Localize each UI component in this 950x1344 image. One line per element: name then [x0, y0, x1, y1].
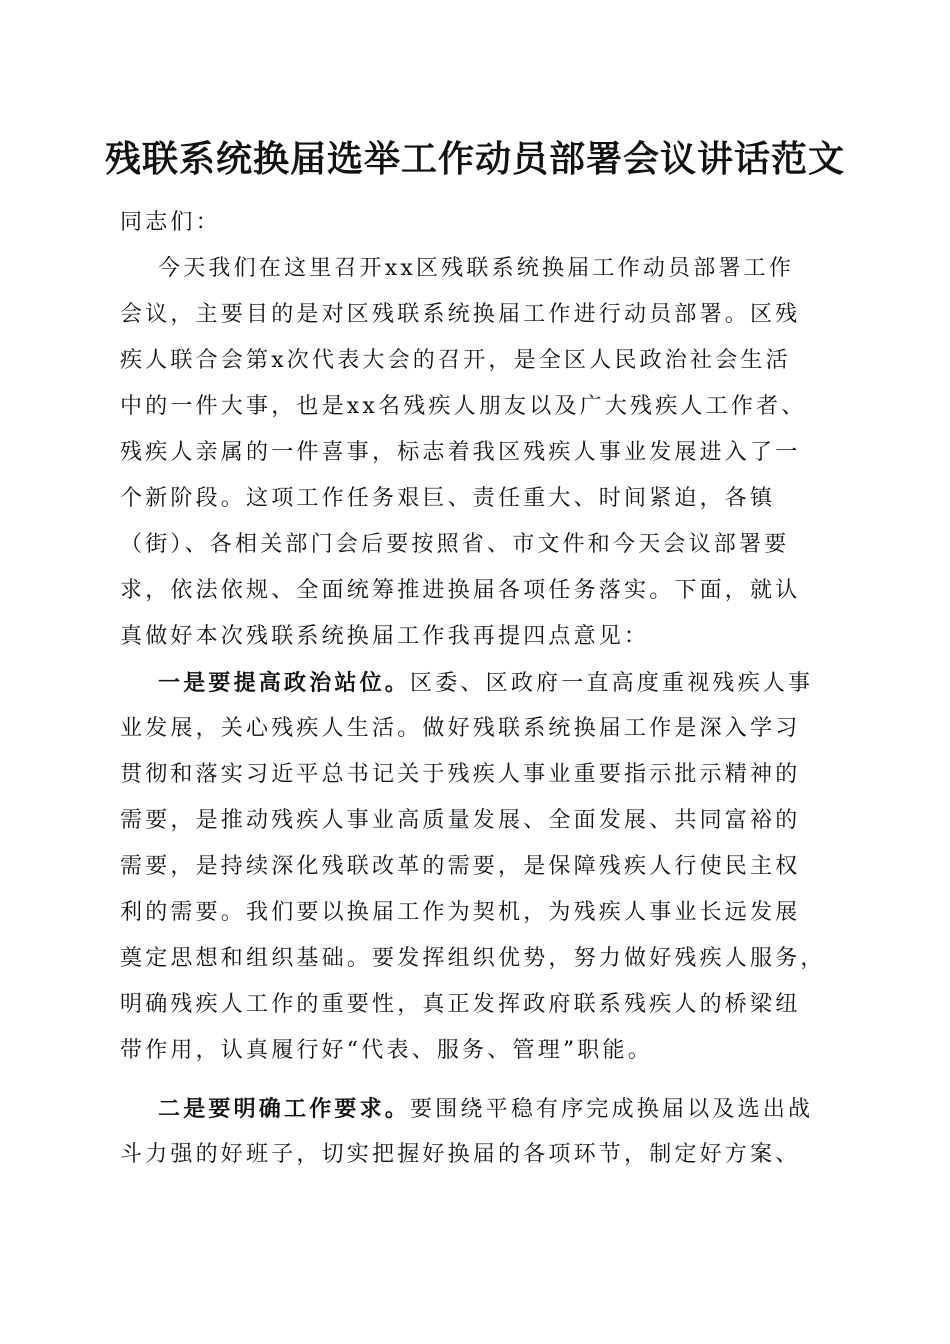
- paragraph-line: 今天我们在这里召开xx区残联系统换届工作动员部署工作: [158, 256, 795, 281]
- point-two-text: 要围绕平稳有序完成换届以及选出战: [410, 1097, 814, 1122]
- paragraph-line: 残疾人亲属的一件喜事，标志着我区残疾人事业发展进入了一: [120, 440, 801, 465]
- salutation: 同志们：: [120, 210, 221, 235]
- document-body: [120, 200, 840, 1178]
- paragraph-line: 利的需要。我们要以换届工作为契机，为残疾人事业长远发展: [120, 900, 801, 925]
- paragraph-line: 明确残疾人工作的重要性，真正发挥政府联系残疾人的桥梁纽: [120, 992, 801, 1017]
- paragraph-line: 个新阶段。这项工作任务艰巨、责任重大、时间紧迫，各镇: [120, 486, 776, 511]
- paragraph-line: 疾人联合会第x次代表大会的召开，是全区人民政治社会生活: [120, 348, 791, 373]
- paragraph-line: 带作用，认真履行好“代表、服务、管理”职能。: [120, 1038, 653, 1063]
- point-one-heading: 一是要提高政治站位。: [158, 670, 411, 696]
- paragraph-spacer: [120, 1074, 840, 1086]
- paragraph-line: 求，依法依规、全面统筹推进换届各项任务落实。下面，就认: [120, 578, 801, 603]
- paragraph-line: 中的一件大事，也是xx名残疾人朋友以及广大残疾人工作者、: [120, 394, 807, 419]
- paragraph-line: 真做好本次残联系统换届工作我再提四点意见：: [120, 624, 650, 649]
- point-one-paragraph: [120, 660, 840, 1074]
- paragraph-line: 奠定思想和组织基础。要发挥组织优势，努力做好残疾人服务，: [120, 946, 826, 971]
- paragraph-line: [120, 660, 840, 706]
- paragraph-line: 会议，主要目的是对区残联系统换届工作进行动员部署。区残: [120, 302, 801, 327]
- point-two-heading: 二是要明确工作要求。: [158, 1096, 411, 1122]
- point-one-text: 区委、区政府一直高度重视残疾人事: [410, 671, 814, 696]
- paragraph-line: 业发展，关心残疾人生活。做好残联系统换届工作是深入学习: [120, 716, 801, 741]
- paragraph-line: 需要，是推动残疾人事业高质量发展、全面发展、共同富裕的: [120, 808, 801, 833]
- paragraph-line: 贯彻和落实习近平总书记关于残疾人事业重要指示批示精神的: [120, 762, 801, 787]
- document-title: 残联系统换届选举工作动员部署会议讲话范文: [104, 138, 845, 180]
- paragraph-line: [120, 1086, 840, 1132]
- paragraph-line: 需要，是持续深化残联改革的需要，是保障残疾人行使民主权: [120, 854, 801, 879]
- paragraph-line: 斗力强的好班子，切实把握好换届的各项环节，制定好方案、: [120, 1142, 801, 1167]
- paragraph-line: （街）、各相关部门会后要按照省、市文件和今天会议部署要: [120, 532, 790, 557]
- point-two-paragraph: [120, 1086, 840, 1178]
- intro-paragraph: [120, 246, 840, 660]
